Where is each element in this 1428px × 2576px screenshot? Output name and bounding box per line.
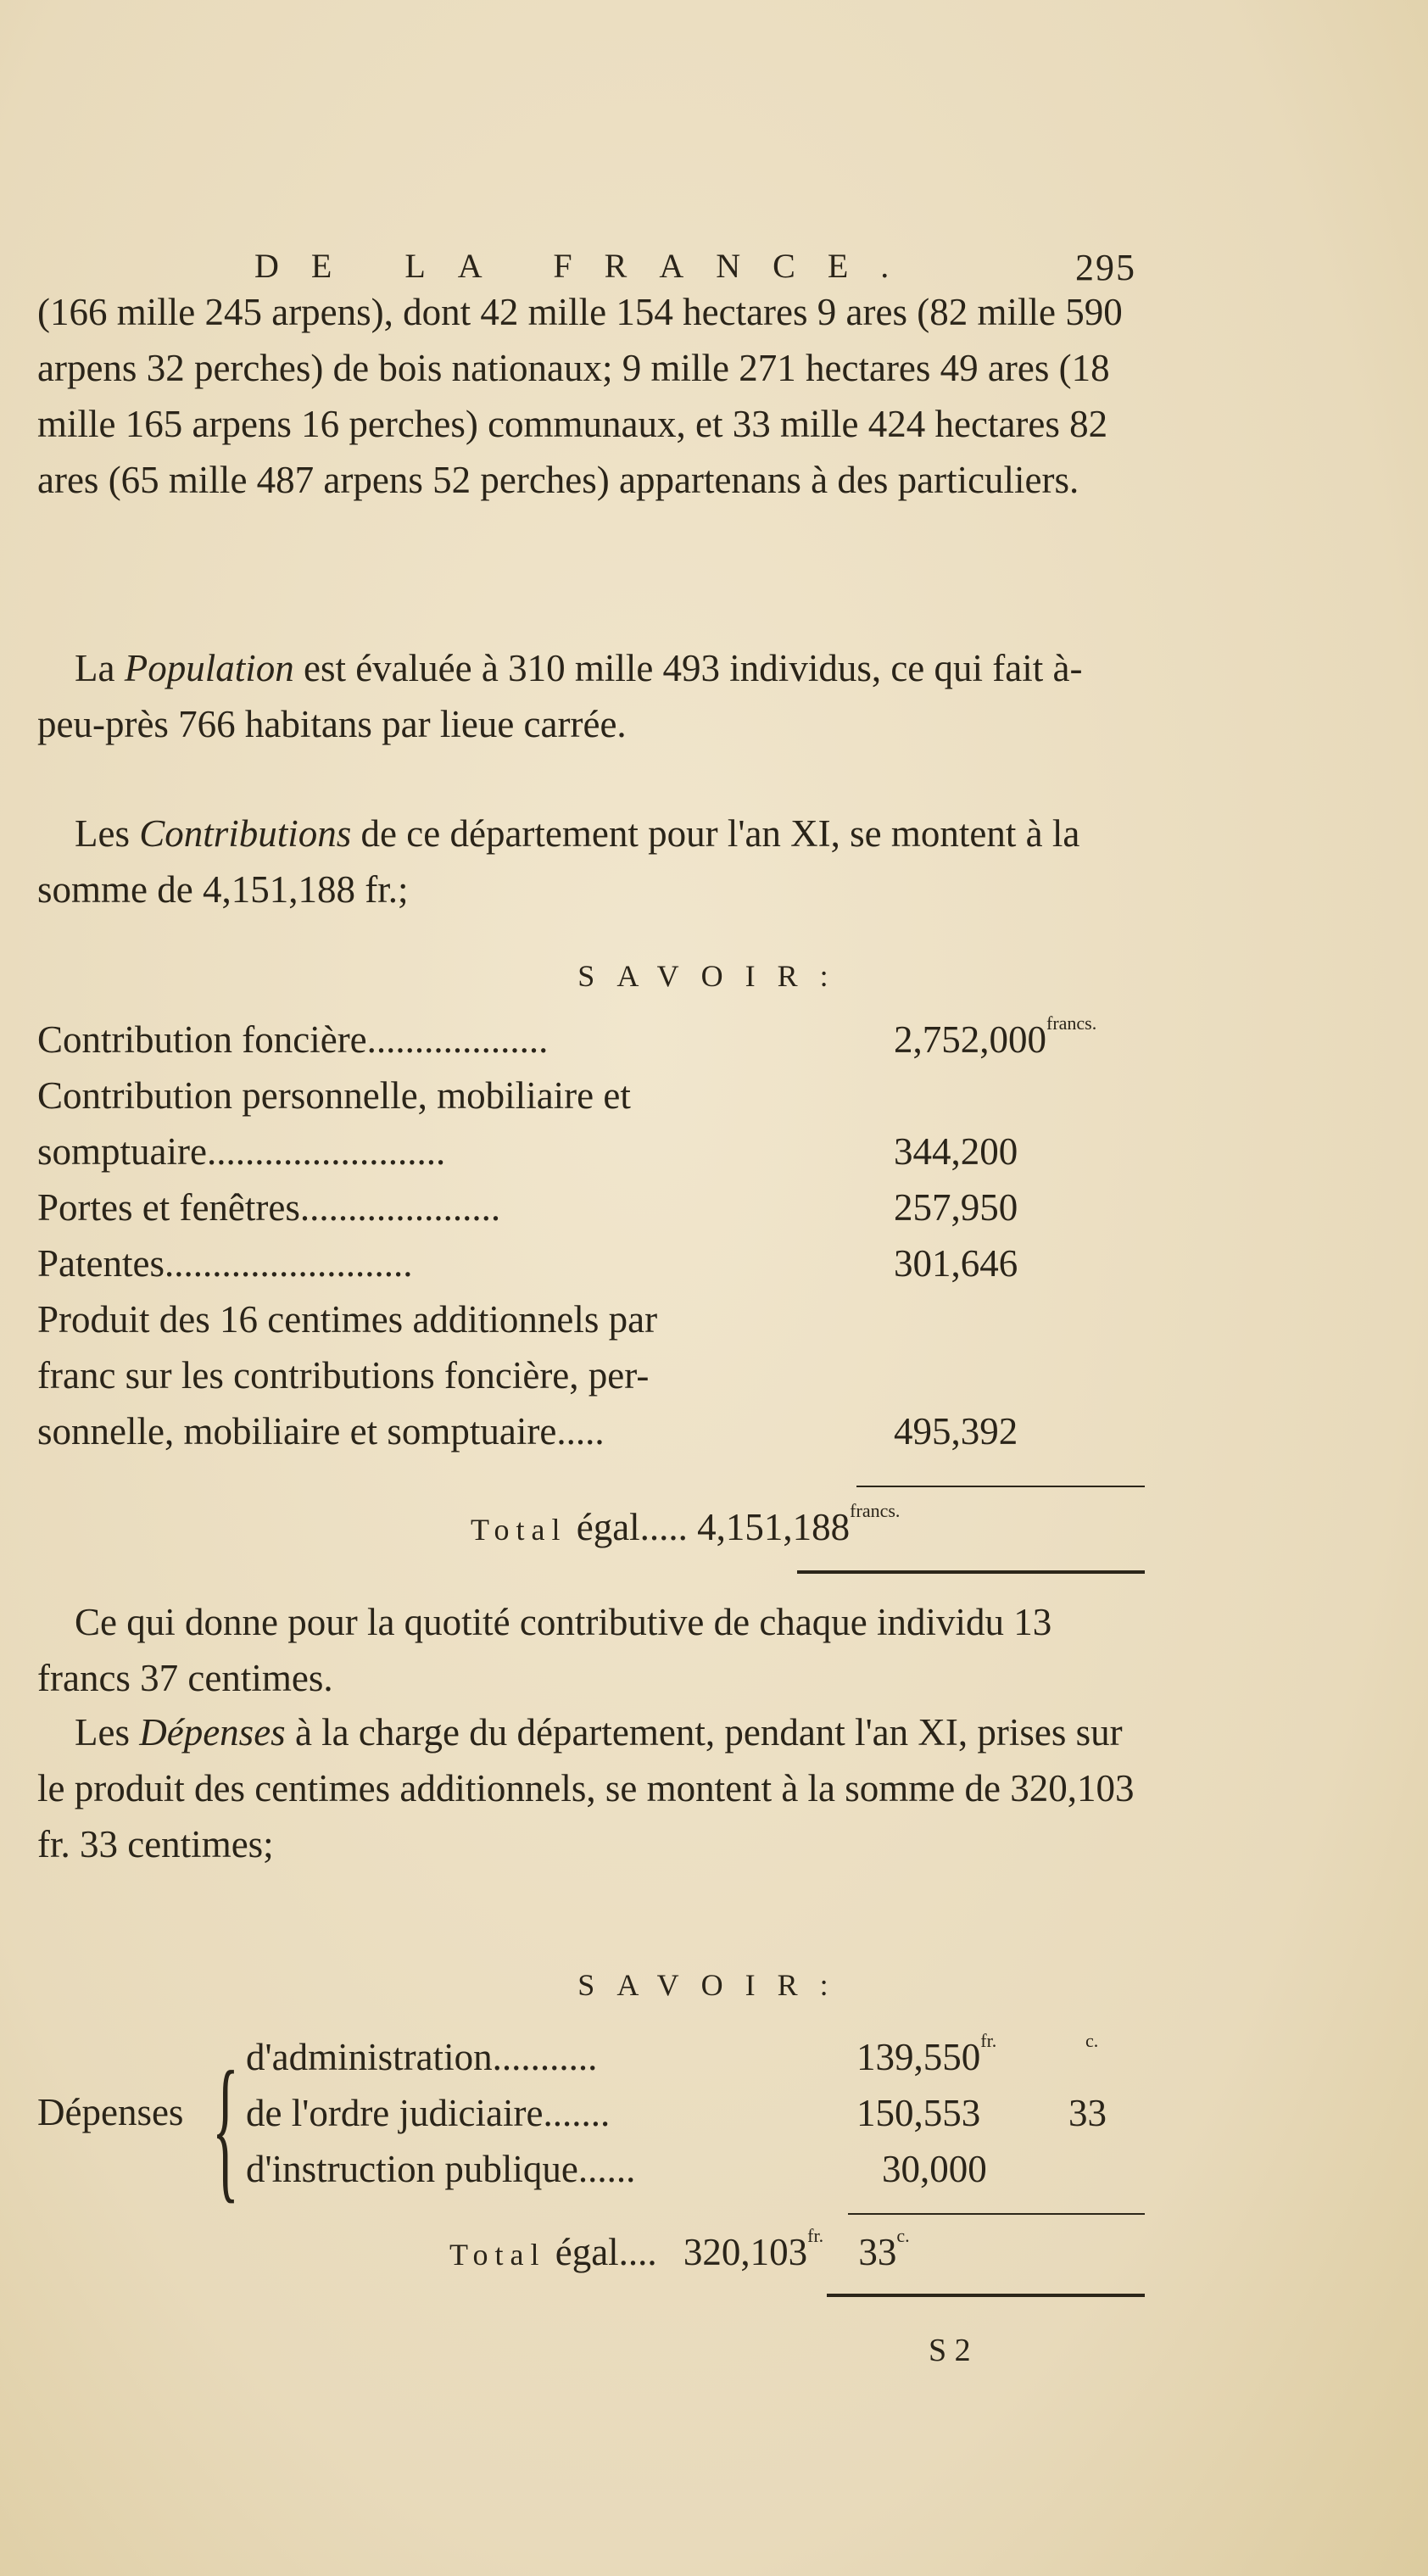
paragraph-contributions (37, 806, 1140, 917)
contrib-row: Patentes.......................... 301,646 (37, 1242, 1018, 1285)
contributions-post: de ce département pour l'an XI, se montent à la somme de 4,151,188 fr.; (37, 812, 1080, 911)
contrib-row: Portes et fenêtres..................... 257,950 (37, 1186, 1018, 1229)
depenses-post: à la charge du département, pendant l'an XI, prises sur le produit des centimes additionnels, se montent à la somme de 320,103 fr. 33 centimes; (37, 1711, 1135, 1865)
depenses-table (246, 2030, 1145, 2203)
depenses-label: Dépenses (37, 2091, 184, 2133)
running-header (254, 246, 1136, 286)
rule-dep-total (827, 2294, 1145, 2297)
depense-row: de l'ordre judiciaire....... 150,553 33 (246, 2092, 1107, 2134)
savoir-heading-1: SAVOIR: (577, 959, 851, 993)
rule-total (797, 1570, 1145, 1574)
depenses-em: Dépenses (139, 1711, 286, 1754)
paragraph-land (37, 284, 1140, 508)
savoir-heading-2: SAVOIR: (577, 1968, 851, 2002)
brace: { (212, 2039, 239, 2217)
contrib-row: somptuaire......................... 344,200 (37, 1130, 1018, 1173)
total-contributions: Total égal..... $4,151,188^{francs.}$ (471, 1500, 901, 1548)
depense-row: d'administration........... $139,550^{fr.}$ $^{c.}$ (246, 2030, 1099, 2078)
contrib-row: franc sur les contributions foncière, per- (37, 1354, 650, 1397)
total-depenses: Total égal.... $320,103^{fr.}$ $33^{c.}$ (449, 2225, 910, 2273)
contributions-pre: Les (75, 812, 140, 855)
header-title: DE LA FRANCE. (254, 247, 922, 285)
depense-row: d'instruction publique...... 30,000 (246, 2148, 987, 2190)
population-em: Population (124, 647, 294, 689)
contrib-row: Contribution personnelle, mobiliaire et (37, 1074, 631, 1117)
contrib-row: Contribution foncière................... $2,752,000^{francs.}$ (37, 1012, 1097, 1061)
contributions-em: Contributions (139, 812, 352, 855)
signature-mark: S 2 (929, 2333, 971, 2368)
contrib-row: sonnelle, mobiliaire et somptuaire..... 495,392 (37, 1410, 1018, 1452)
paragraph-population (37, 640, 1140, 752)
paragraph-depenses (37, 1704, 1140, 1872)
contributions-table (37, 1012, 1157, 1465)
paragraph-land-text: (166 mille 245 arpens), dont 42 mille 154 hectares 9 ares (82 mille 590 arpens 32 perches) de bois nationaux; 9 mille 271 hectares 49 ares (18 mille 165 arpens 16 perches) communaux, et 33 mille 424 hectares 82 ares (65 mille 487 arpens 52 perches) appartenans à des particuliers. (37, 291, 1123, 501)
population-pre: La (75, 647, 125, 689)
page-number: 295 (1075, 247, 1136, 288)
rule-subtotal (856, 1486, 1145, 1487)
contrib-row: Produit des 16 centimes additionnels par (37, 1298, 658, 1341)
rule-dep-subtotal (848, 2213, 1145, 2215)
paragraph-quotite: Ce qui donne pour la quotité contributive de chaque individu 13 francs 37 centimes. (37, 1601, 1052, 1699)
depenses-pre: Les (75, 1711, 140, 1754)
population-post: est évaluée à 310 mille 493 individus, ce qui fait à-peu-près 766 habitans par lieue carrée. (37, 647, 1083, 745)
